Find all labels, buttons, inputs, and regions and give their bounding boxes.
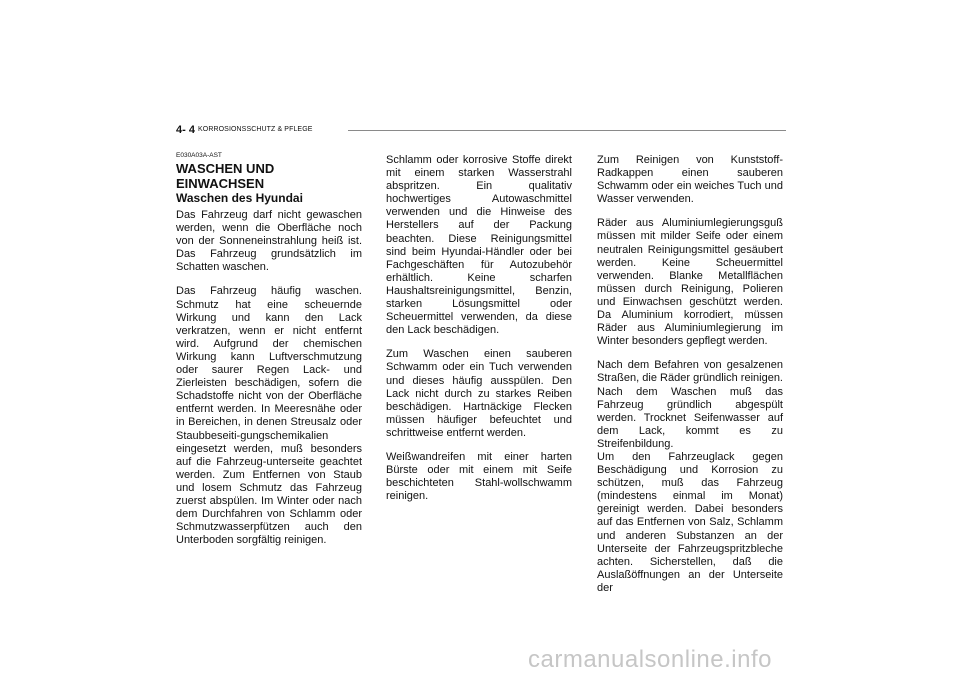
section-title: KORROSIONSSCHUTZ & PFLEGE bbox=[198, 126, 313, 133]
header-divider bbox=[348, 130, 786, 131]
paragraph: Um den Fahrzeuglack gegen Beschädigung und Korrosion zu schützen, muß das Fahrzeug (mindestens einmal im Monat) gereinigt werden. Dabei besonders auf das Entfernen von Salz, Schlamm und anderen Substanzen an der Unterseite der Fahrzeugspritzbleche achten. Sicherstellen, daß die Auslaßöffnungen an der Unterseite der bbox=[597, 450, 783, 594]
page-header bbox=[176, 124, 786, 140]
section-subheading: Waschen des Hyundai bbox=[176, 191, 303, 205]
section-code: E030A03A-AST bbox=[176, 152, 222, 159]
paragraph: Räder aus Aluminiumlegierungsguß müssen mit milder Seife oder einem neutralen Reinigungsmittel gesäubert werden. Keine Scheuermittel verwenden. Blanke Metallflächen müssen durch Reinigung, Polieren und Einwachsen geschützt werden. Da Aluminium korrodiert, müssen Räder aus Aluminiumlegierung im Winter besonders gepflegt werden. bbox=[597, 217, 783, 348]
paragraph: Das Fahrzeug häufig waschen. Schmutz hat eine scheuernde Wirkung und kann den Lack verkratzen, wenn er nicht entfernt wird. Aufgrund der chemischen Wirkung kann Luftverschmutzung oder saurer Regen Lack- und Zierleisten beschädigen, sofern die Schadstoffe nicht von der Oberfläche entfernt werden. In Meeresnähe oder in Bereichen, in denen Streusalz oder Staubbeseiti-gungschemikalien eingesetzt werden, muß besonders auf die Fahrzeug-unterseite geachtet werden. Zum Entfernen von Staub und losem Schmutz das Fahrzeug zuerst abspülen. Im Winter oder nach dem Durchfahren von Schlamm oder Schmutzwasserpfützen auch den Unterboden sorgfältig reinigen. bbox=[176, 285, 362, 547]
section-heading: WASCHEN UND EINWACHSEN bbox=[176, 161, 275, 191]
paragraph: Das Fahrzeug darf nicht gewaschen werden, wenn die Oberfläche noch von der Sonneneinstrahlung heiß ist. Das Fahrzeug grundsätzlich im Schatten waschen. bbox=[176, 209, 362, 274]
text-column-1 bbox=[176, 152, 362, 558]
watermark: carmanualsonline.info bbox=[528, 646, 772, 673]
text-column-3 bbox=[597, 154, 783, 606]
paragraph: Zum Waschen einen sauberen Schwamm oder ein Tuch verwenden und dieses häufig ausspülen. Den Lack nicht durch zu starkes Reiben beschädigen. Hartnäckige Flecken müssen häufiger befeuchtet und schrittweise entfernt werden. bbox=[386, 348, 572, 439]
paragraph: Zum Reinigen von Kunststoff-Radkappen einen sauberen Schwamm oder ein weiches Tuch und Wasser verwenden. bbox=[597, 154, 783, 206]
text-column-2 bbox=[386, 154, 572, 514]
page-number: 4- 4 bbox=[176, 124, 195, 136]
paragraph: Weißwandreifen mit einer harten Bürste oder mit einem mit Seife beschichteten Stahl-wollschwamm reinigen. bbox=[386, 450, 572, 503]
paragraph: Nach dem Befahren von gesalzenen Straßen, die Räder gründlich reinigen. Nach dem Waschen muß das Fahrzeug gründlich abgespült werden. Trocknet Seifenwasser auf dem Lack, kommt es zu Streifenbildung. bbox=[597, 359, 783, 450]
paragraph: Schlamm oder korrosive Stoffe direkt mit einem starken Wasserstrahl abspritzen. Ein qualitativ hochwertiges Autowaschmittel verwenden und die Hinweise des Herstellers auf der Packung beachten. Diese Reinigungsmittel sind beim Hyundai-Händler oder bei Fachgeschäften für Autozubehör erhältlich. Keine scharfen Haushaltsreinigungsmittel, Benzin, starken Lösungsmittel oder Scheuermittel verwenden, da diese den Lack beschädigen. bbox=[386, 154, 572, 337]
